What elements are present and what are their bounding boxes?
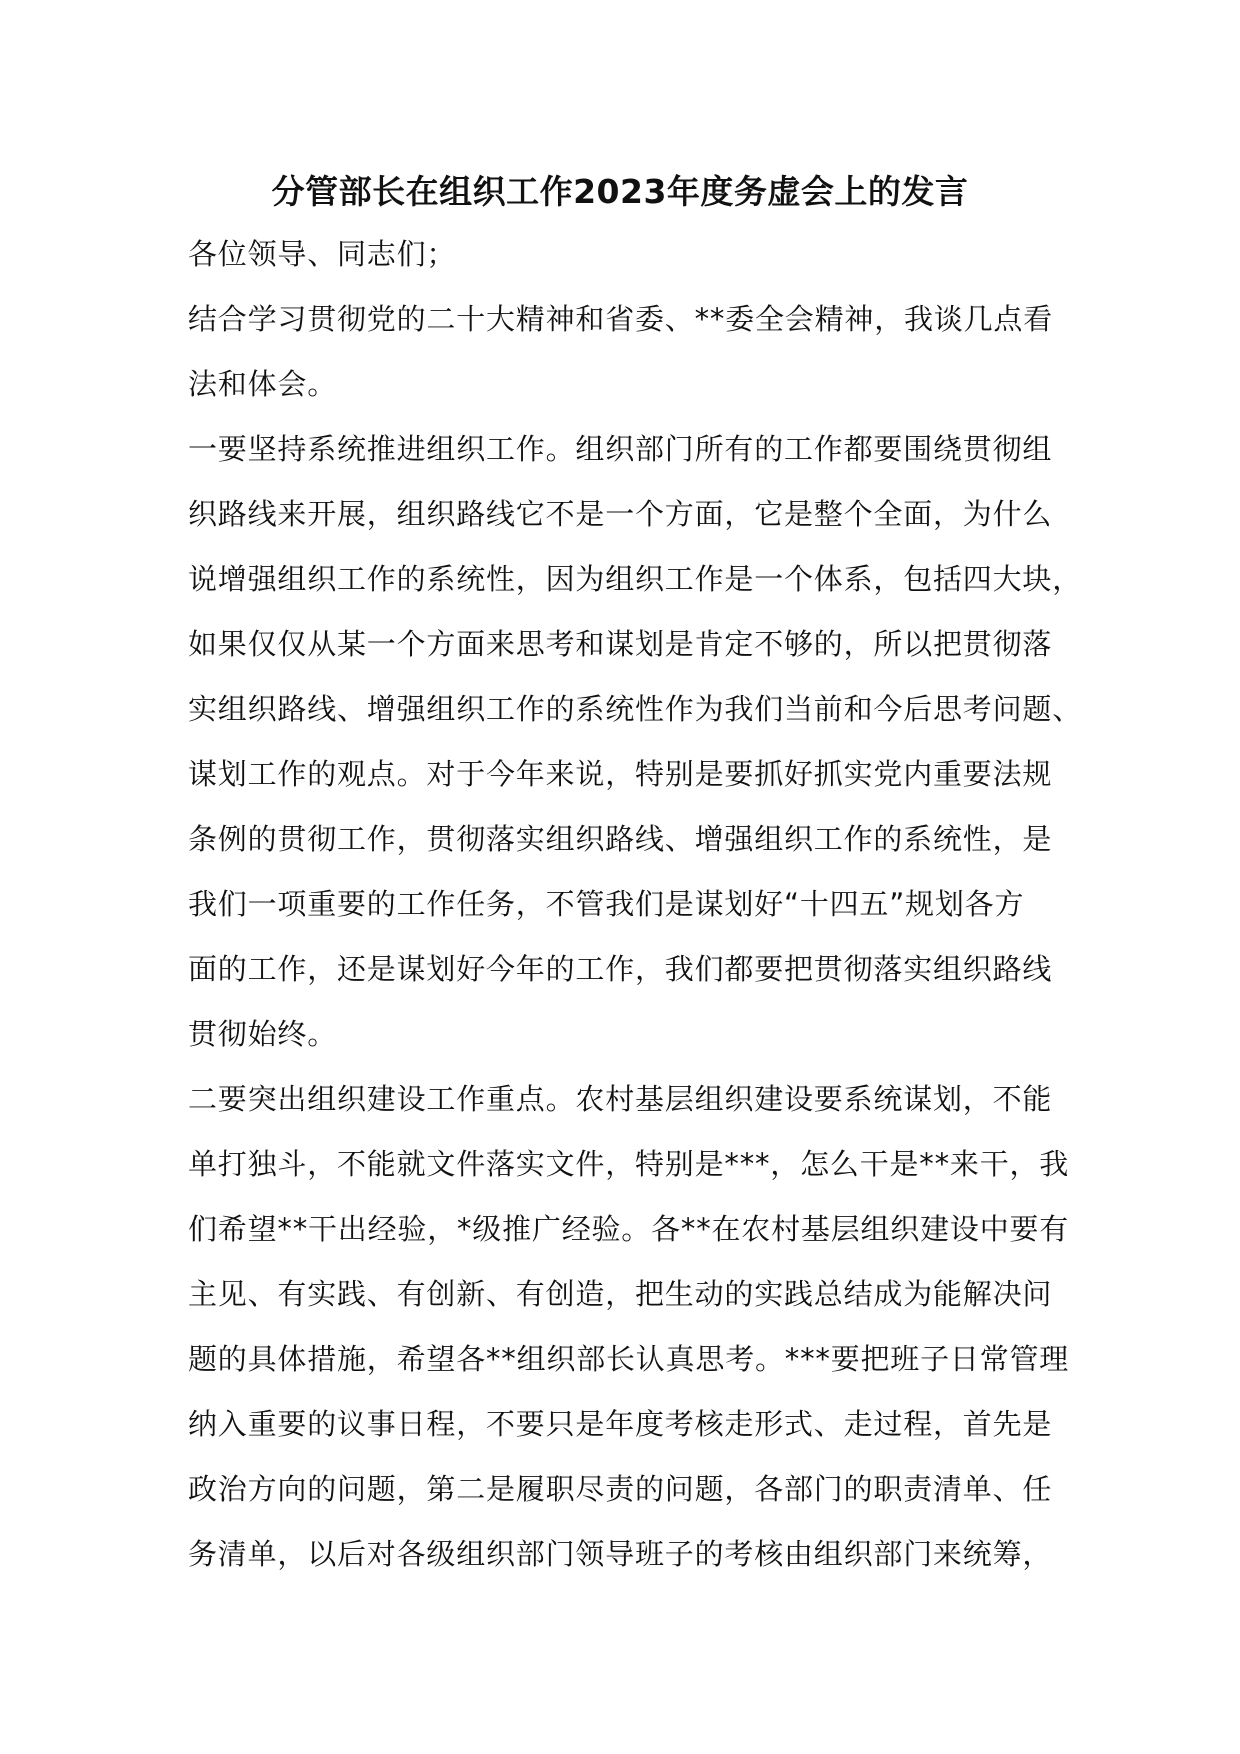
body-line: 法和体会。 [188, 367, 338, 401]
body-line: 题的具体措施，希望各**组织部长认真思考。***要把班子日常管理 [188, 1342, 1070, 1376]
body-line: 政治方向的问题，第二是履职尽责的问题，各部门的职责清单、任 [188, 1472, 1053, 1506]
body-line: 务清单，以后对各级组织部门领导班子的考核由组织部门来统筹， [188, 1537, 1053, 1571]
body-line: 我们一项重要的工作任务，不管我们是谋划好“十四五”规划各方 [188, 887, 1025, 921]
body-line: 面的工作，还是谋划好今年的工作，我们都要把贯彻落实组织路线 [188, 952, 1053, 986]
body-line: 单打独斗，不能就文件落实文件，特别是***，怎么干是**来干，我 [188, 1147, 1070, 1181]
body-line: 说增强组织工作的系统性，因为组织工作是一个体系，包括四大块， [188, 562, 1083, 596]
body-line: 实组织路线、增强组织工作的系统性作为我们当前和今后思考问题、 [188, 692, 1083, 726]
document-title: 分管部长在组织工作2023年度务虚会上的发言 [271, 172, 969, 211]
body-line: 们希望**干出经验，*级推广经验。各**在农村基层组织建设中要有 [188, 1212, 1070, 1246]
body-line: 主见、有实践、有创新、有创造，把生动的实践总结成为能解决问 [188, 1277, 1053, 1311]
body-line: 条例的贯彻工作，贯彻落实组织路线、增强组织工作的系统性，是 [188, 822, 1053, 856]
body-line: 织路线来开展，组织路线它不是一个方面，它是整个全面，为什么 [188, 497, 1053, 531]
body-line: 各位领导、同志们； [188, 237, 457, 271]
document-body [188, 222, 1088, 1587]
body-line: 一要坚持系统推进组织工作。组织部门所有的工作都要围绕贯彻组 [188, 432, 1053, 466]
body-line: 谋划工作的观点。对于今年来说，特别是要抓好抓实党内重要法规 [188, 757, 1053, 791]
body-line: 如果仅仅从某一个方面来思考和谋划是肯定不够的，所以把贯彻落 [188, 627, 1053, 661]
body-line: 贯彻始终。 [188, 1017, 338, 1051]
body-line: 纳入重要的议事日程，不要只是年度考核走形式、走过程，首先是 [188, 1407, 1053, 1441]
body-line: 结合学习贯彻党的二十大精神和省委、**委全会精神，我谈几点看 [188, 302, 1054, 336]
body-line: 二要突出组织建设工作重点。农村基层组织建设要系统谋划，不能 [188, 1082, 1053, 1116]
